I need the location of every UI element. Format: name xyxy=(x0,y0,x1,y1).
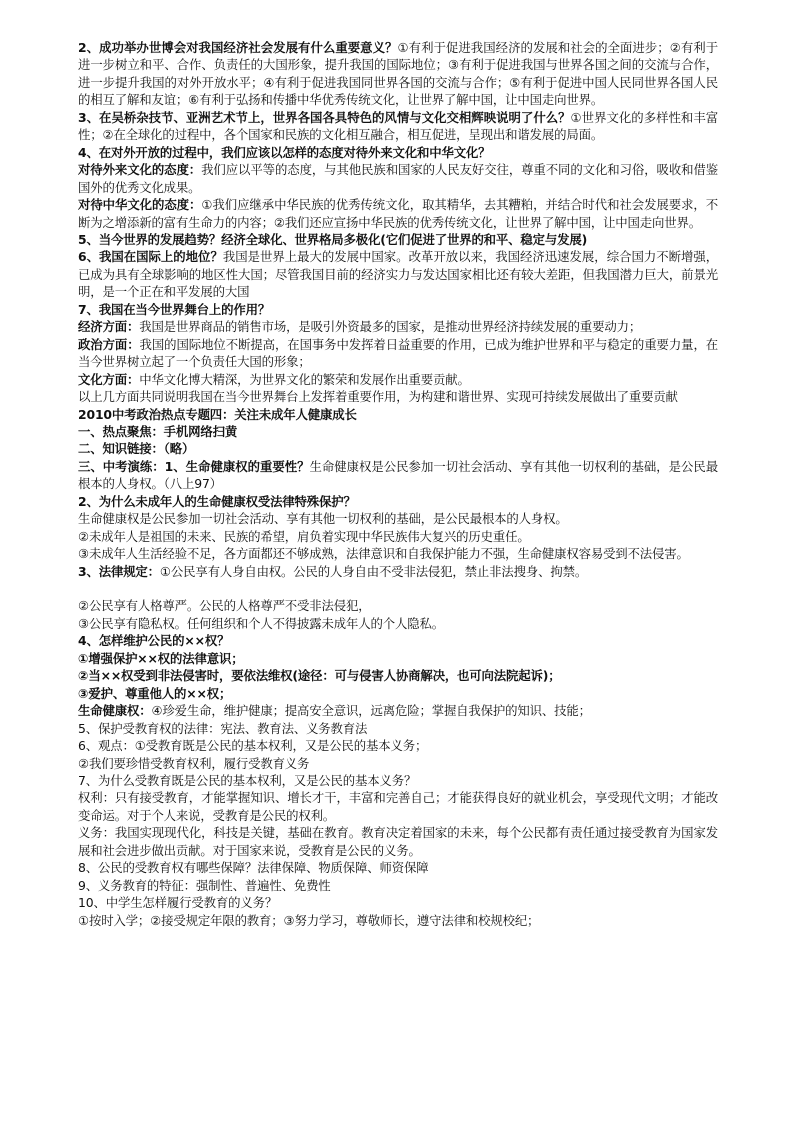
topic4-how-2: ②当××权受到非法侵害时，要依法维权(途径：可与侵害人协商解决，也可向法院起诉)； xyxy=(78,668,561,684)
topic4-life-answer: ④珍爱生命，维护健康；提高安全意识，远离危险；掌握自我保护的知识、技能； xyxy=(151,703,591,719)
q2-answer: ①有利于促进我国经济的发展和社会的全面进步；②有利于进一步树立和平、合作、负责任的大国形象，提升我国的国际地位；③有利于促进我国与世界各国之间的交流与合作，进一步提升我国的对外开放水平；④有利于促进我国同世界各国的交流与合作；⑤有利于促进中国人民同世界各国人民的相互了解和友谊；⑥有利于弘扬和传播中华优秀传统文化，让世界了解中国，让中国走向世界。 xyxy=(78,40,718,108)
q7-cul-paragraph xyxy=(78,371,718,388)
topic4-edu-6: 6、观点：①受教育既是公民的基本权利，又是公民的基本义务； xyxy=(78,738,428,754)
topic4-edu-9: 9、义务教育的特征：强制性、普遍性、免费性 xyxy=(78,877,331,893)
q4-foreign-heading: 对待外来文化的态度： xyxy=(78,162,202,178)
topic4-edu-7a: 权利：只有接受教育，才能掌握知识、增长才干，丰富和完善自己；才能获得良好的就业机会，享受现代文明；才能改变命运。对于个人来说，受教育是公民的权利。 xyxy=(78,790,718,823)
q4-china-answer: ①我们应继承中华民族的优秀传统文化，取其精华，去其糟粕，并结合时代和社会发展要求，不断为之增添新的富有生命力的内容；②我们还应宣扬中华民族的优秀传统文化，让世界了解中国，让中国走向世界。 xyxy=(78,197,718,230)
topic4-why-heading: 2、为什么未成年人的生命健康权受法律特殊保护？ xyxy=(78,493,356,509)
q7-heading: 7、我国在当今世界舞台上的作用？ xyxy=(78,301,271,317)
topic4-law-3: ③公民享有隐私权。任何组织和个人不得披露未成年人的个人隐私。 xyxy=(78,615,444,631)
topic4-why-2: ②未成年人是祖国的未来、民族的希望，肩负着实现中华民族伟大复兴的历史重任。 xyxy=(78,528,530,544)
topic4-edu-7b: 义务：我国实现现代化，科技是关键，基础在教育。教育决定着国家的未来，每个公民都有责任通过接受教育为国家发展和社会进步做出贡献。对于国家来说，受教育是公民的义务。 xyxy=(78,825,718,858)
q2-paragraph xyxy=(78,39,718,109)
q7-econ-answer: 我国是世界商品的销售市场，是吸引外资最多的国家，是推动世界经济持续发展的重要动力； xyxy=(139,319,642,335)
topic4-law-paragraph xyxy=(78,563,718,580)
q7-pol-paragraph xyxy=(78,336,718,371)
topic4-edu-10a: ①按时入学；②接受规定年限的教育；③努力学习，尊敬师长，遵守法律和校规校纪； xyxy=(78,912,540,928)
q4-china-heading: 对待中华文化的态度： xyxy=(78,197,202,213)
topic4-law-heading: 3、法律规定： xyxy=(78,563,160,579)
topic4-life-heading: 生命健康权： xyxy=(78,703,152,719)
q4-china-paragraph xyxy=(78,196,718,231)
topic4-drill-heading: 三、中考演练：1、生命健康权的重要性？ xyxy=(78,458,310,474)
q5-heading: 5、当今世界的发展趋势？经济全球化、世界格局多极化(它们促进了世界的和平、稳定与发展) xyxy=(78,231,588,247)
topic4-drill-paragraph xyxy=(78,458,718,493)
topic4-law-1: ①公民享有人身自由权。公民的人身自由不受非法侵犯，禁止非法搜身、拘禁。 xyxy=(159,563,588,579)
topic4-why-3: ③未成年人生活经验不足，各方面都还不够成熟，法律意识和自我保护能力不强，生命健康权容易受到不法侵害。 xyxy=(78,546,689,562)
q6-heading: 6、我国在国际上的地位？ xyxy=(78,249,223,265)
q7-pol-answer: 我国的国际地位不断提高，在国事务中发挥着日益重要的作用，已成为维护世界和平与稳定的重要力量，在当今世界树立起了一个负责任大国的形象； xyxy=(78,336,718,370)
q3-heading: 3、在吴桥杂技节、亚洲艺术节上，世界各国各具特色的风情与文化交相辉映说明了什么？ xyxy=(78,109,571,125)
topic4-life-paragraph xyxy=(78,702,718,719)
document-page xyxy=(78,39,718,929)
topic4-how-1: ①增强保护××权的法律意识； xyxy=(78,650,244,666)
topic4-edu-6b: ②我们要珍惜受教育权利，履行受教育义务 xyxy=(78,755,310,771)
q4-heading: 4、在对外开放的过程中，我们应该以怎样的态度对待外来文化和中华文化？ xyxy=(78,144,491,160)
topic4-edu-8: 8、公民的受教育权有哪些保障？法律保障、物质保障、师资保障 xyxy=(78,860,429,876)
q4-foreign-paragraph xyxy=(78,161,718,196)
topic4-hot: 一、热点聚焦：手机网络扫黄 xyxy=(78,423,238,439)
q6-paragraph xyxy=(78,248,718,300)
q7-summary: 以上几方面共同说明我国在当今世界舞台上发挥着重要作用，为构建和谐世界、实现可持续发展做出了重要贡献 xyxy=(78,389,678,405)
topic4-how-3: ③爱护、尊重他人的××权； xyxy=(78,685,232,701)
q7-cul-heading: 文化方面： xyxy=(78,371,140,387)
topic4-how-heading: 4、怎样维护公民的××权？ xyxy=(78,633,230,649)
q6-answer: 我国是世界上最大的发展中国家。改革开放以来，我国经济迅速发展，综合国力不断增强，已成为具有全球影响的地区性大国；尽管我国目前的经济实力与发达国家相比还有较大差距，但我国潜力巨大，前景光明，是一个正在和平发展的大国 xyxy=(78,249,718,300)
topic4-edu-5: 5、保护受教育权的法律：宪法、教育法、义务教育法 xyxy=(78,720,368,736)
q7-cul-answer: 中华文化博大精深，为世界文化的繁荣和发展作出重要贡献。 xyxy=(139,371,470,387)
topic4-why-1: 生命健康权是公民参加一切社会活动、享有其他一切权利的基础，是公民最根本的人身权。 xyxy=(78,511,568,527)
blank-line xyxy=(78,580,718,597)
topic4-edu-7: 7、为什么受教育既是公民的基本权利，又是公民的基本义务？ xyxy=(78,773,417,789)
q7-econ-paragraph xyxy=(78,318,718,335)
topic4-title: 2010中考政治热点专题四：关注未成年人健康成长 xyxy=(78,406,357,422)
topic4-link: 二、知识链接：（略） xyxy=(78,441,195,457)
q7-pol-heading: 政治方面： xyxy=(78,336,140,352)
topic4-law-2: ②公民享有人格尊严。公民的人格尊严不受非法侵犯， xyxy=(78,598,371,614)
q2-heading: 2、成功举办世博会对我国经济社会发展有什么重要意义？ xyxy=(78,40,398,55)
q7-econ-heading: 经济方面： xyxy=(78,319,140,335)
q3-answer: ①世界文化的多样性和丰富性；②在全球化的过程中，各个国家和民族的文化相互融合，相互促进，呈现出和谐发展的局面。 xyxy=(78,109,718,143)
q4-foreign-answer: 我们应以平等的态度，与其他民族和国家的人民友好交往，尊重不同的文化和习俗，吸收和借鉴国外的优秀文化成果。 xyxy=(78,162,719,195)
topic4-edu-10: 10、中学生怎样履行受教育的义务？ xyxy=(78,895,278,911)
q3-paragraph xyxy=(78,109,718,144)
topic4-drill-answer: 生命健康权是公民参加一切社会活动、享有其他一切权利的基础，是公民最根本的人身权。（八上97） xyxy=(78,458,718,492)
